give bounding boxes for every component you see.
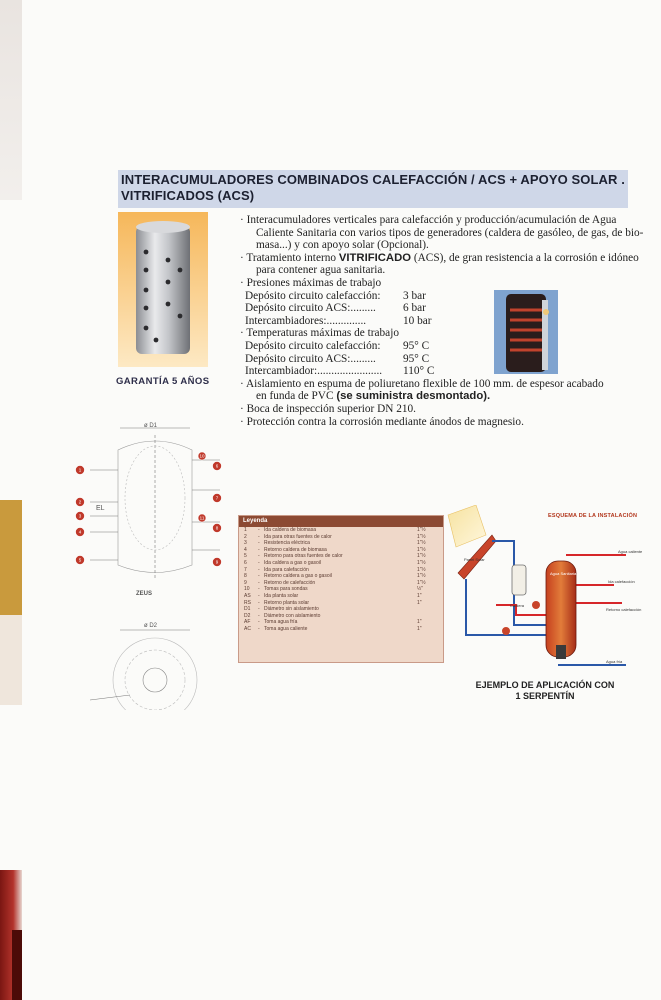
feature-item-cont [240,390,652,403]
legend-code: D1 [244,606,251,613]
installation-caption-line-1: EJEMPLO DE APLICACIÓN CON [475,680,615,690]
legend-description: Retorno para otras fuentes de calor [264,553,343,560]
temperature-label: Depósito circuito calefacción: [245,339,381,352]
feature-item-cont: para contener agua sanitaria. [256,264,386,277]
tank-dimension-diagram [70,420,240,710]
legend-table [238,515,444,663]
page-title-line-1: INTERACUMULADORES COMBINADOS CALEFACCIÓN / ACS + APOYO SOLAR . [121,172,625,187]
page-edge-top [0,0,22,200]
legend-row [239,600,443,607]
legend-size [417,606,443,613]
legend-row [239,626,443,633]
legend-row [239,613,443,620]
legend-code: AC [244,625,251,632]
heating-return-label: Retorno calefacción [606,607,642,612]
guarantee-label: GARANTÍA 5 AÑOS [116,376,210,387]
legend-description: Toma agua fría [264,619,298,626]
legend-rows [239,527,443,633]
legend-size: 1"½ [417,573,426,580]
temperature-value: 110° C [403,365,435,378]
marker-label: 11 [199,515,205,521]
pressure-label: Intercambiadores:.............. [245,314,367,327]
legend-code: 5 [244,553,247,560]
legend-code: D2 [244,612,251,619]
legend-code: 6 [244,559,247,566]
legend-dash: - [258,586,260,593]
feature-list [240,214,652,428]
legend-code: 9 [244,579,247,586]
legend-row [239,580,443,587]
feature-item: · Interacumuladores verticales para calefacción y producción/acumulación de Agua [240,214,652,227]
tank-label: Agua Sanitaria [550,571,577,576]
legend-row [239,619,443,626]
legend-code: AS [244,592,251,599]
pressure-value: 10 bar [403,314,432,327]
legend-code: 2 [244,533,247,540]
cold-water-label: Agua fría [606,659,623,664]
feature-item: · Presiones máximas de trabajo [240,277,652,290]
legend-row [239,540,443,547]
boiler-icon [512,565,526,595]
feature-item [240,252,652,265]
legend-code: 1 [244,527,247,533]
legend-dash: - [258,540,260,547]
temperature-value: 95° C [403,339,430,352]
page-edge-pale-band [0,615,22,705]
marker-label: 8 [215,525,219,531]
temperature-label: Depósito circuito ACS:......... [245,352,376,365]
legend-description: Retorno planta solar [264,599,310,606]
legend-row [239,547,443,554]
legend-size: 1"½ [417,553,426,560]
legend-description: Retorno caldera de biomasa [264,546,327,553]
heating-supply-label: Ida calefacción [608,579,635,584]
feature-emphasis: (se suministra desmontado). [336,390,491,403]
legend-dash: - [258,546,260,553]
legend-dash: - [258,606,260,613]
feature-item: · Boca de inspección superior DN 210. [240,403,652,416]
legend-size: 1" [417,619,422,626]
legend-row [239,527,443,534]
page-title [121,172,626,204]
legend-row [239,573,443,580]
page-edge-gold-band [0,500,22,615]
feature-emphasis: VITRIFICADO [338,251,412,264]
installation-caption-line-2: 1 SERPENTÍN [515,691,575,701]
legend-dash: - [258,559,260,566]
installation-title: ESQUEMA DE LA INSTALACIÓN [548,513,638,519]
coil-cutaway-photo [494,290,558,374]
temperature-value: 95° C [403,352,430,365]
legend-size: 1" [417,599,422,606]
marker-label: 4 [78,529,82,535]
model-label: ZEUS [136,591,153,597]
legend-dash: - [258,625,260,632]
pressure-label: Depósito circuito calefacción: [245,289,381,302]
legend-code: 7 [244,566,247,573]
feature-item-cont: Caliente Sanitaria con varios tipos de generadores (caldera de gasóleo, de gas, de bio- [256,226,644,239]
legend-description: Toma agua caliente [264,625,308,632]
legend-row [239,560,443,567]
legend-size: 1"½ [417,546,426,553]
legend-dash: - [258,619,260,626]
legend-size: 1"½ [417,566,426,573]
marker-label: 10 [199,453,205,459]
installation-schematic [446,505,652,685]
feature-text: (ACS), de gran resistencia a la corrosión e idóneo [411,251,639,264]
legend-row [239,606,443,613]
pressure-value: 6 bar [403,302,426,315]
legend-description: Diámetro sin aislamiento [264,606,319,613]
legend-description: Retorno caldera a gas o gasoil [264,573,332,580]
marker-label: 9 [215,559,219,565]
legend-dash: - [258,579,260,586]
legend-code: 8 [244,573,247,580]
legend-size: 1" [417,592,422,599]
legend-code: 3 [244,540,247,547]
legend-description: Ida caldera de biomasa [264,527,316,533]
marker-label: 3 [78,513,82,519]
legend-row [239,553,443,560]
legend-code: RS [244,599,251,606]
marker-label: 1 [78,467,82,473]
legend-code: AF [244,619,251,626]
legend-dash: - [258,527,260,533]
boiler-label: Caldera [510,603,525,608]
legend-row [239,534,443,541]
legend-size: 1"½ [417,533,426,540]
legend-dash: - [258,533,260,540]
feature-text: en funda de PVC [256,390,337,403]
temperature-row [240,340,435,353]
legend-dash: - [258,612,260,619]
marker-label: 2 [78,499,82,505]
d2-label: ø D2 [144,623,158,629]
legend-description: Ida para calefacción [264,566,309,573]
feature-item: · Aislamiento en espuma de poliuretano flexible de 100 mm. de espesor acabado [240,378,652,391]
legend-size: 1" [417,625,422,632]
pressure-row [240,290,435,303]
legend-size: 1"½ [417,579,426,586]
legend-dash: - [258,573,260,580]
legend-row [239,567,443,574]
tank-product-photo [118,212,208,367]
marker-label: 5 [78,557,82,563]
pressure-label: Depósito circuito ACS:......... [245,302,376,315]
legend-dash: - [258,599,260,606]
hot-water-label: Agua caliente [618,549,643,554]
legend-size: 1"½ [417,559,426,566]
legend-description: Retorno de calefacción [264,579,316,586]
installation-caption [470,680,620,702]
legend-size: ½" [417,586,423,593]
page-title-line-2: VITRIFICADOS (ACS) [121,188,255,203]
legend-dash: - [258,592,260,599]
marker-label: 7 [215,495,219,501]
legend-size: 1"½ [417,540,426,547]
legend-title: Leyenda [239,516,443,527]
legend-description: Tomas para sondas [264,586,308,593]
feature-text: Tratamiento interno [246,251,339,264]
temperature-label: Intercambiador:....................... [245,365,383,378]
feature-item: · Protección contra la corrosión mediante ánodos de magnesio. [240,416,652,429]
legend-description: Diámetro con aislamiento [264,612,321,619]
el-label: EL [96,505,105,512]
feature-item: · Temperaturas máximas de trabajo [240,327,652,340]
pressure-row [240,302,435,315]
legend-code: 4 [244,546,247,553]
legend-dash: - [258,566,260,573]
feature-item-cont: masa...) y con apoyo solar (Opcional). [256,239,429,252]
pressure-value: 3 bar [403,289,426,302]
temperature-row [240,353,435,366]
temperature-row [240,365,435,378]
page-edge-dark-band [12,930,22,1000]
legend-description: Ida caldera a gas o gasoil [264,559,321,566]
legend-row [239,593,443,600]
legend-size: 1"½ [417,527,426,533]
panel-label: Panel Solar [464,557,485,562]
legend-description: Ida para otras fuentes de calor [264,533,332,540]
marker-label: 6 [215,463,219,469]
legend-description: Resistencia eléctrica [264,540,310,547]
pressure-row [240,315,435,328]
legend-description: Ida planta solar [264,592,299,599]
legend-dash: - [258,553,260,560]
legend-row [239,586,443,593]
d1-label: ø D1 [144,423,158,429]
legend-size [417,613,443,620]
legend-code: 10 [244,586,250,593]
